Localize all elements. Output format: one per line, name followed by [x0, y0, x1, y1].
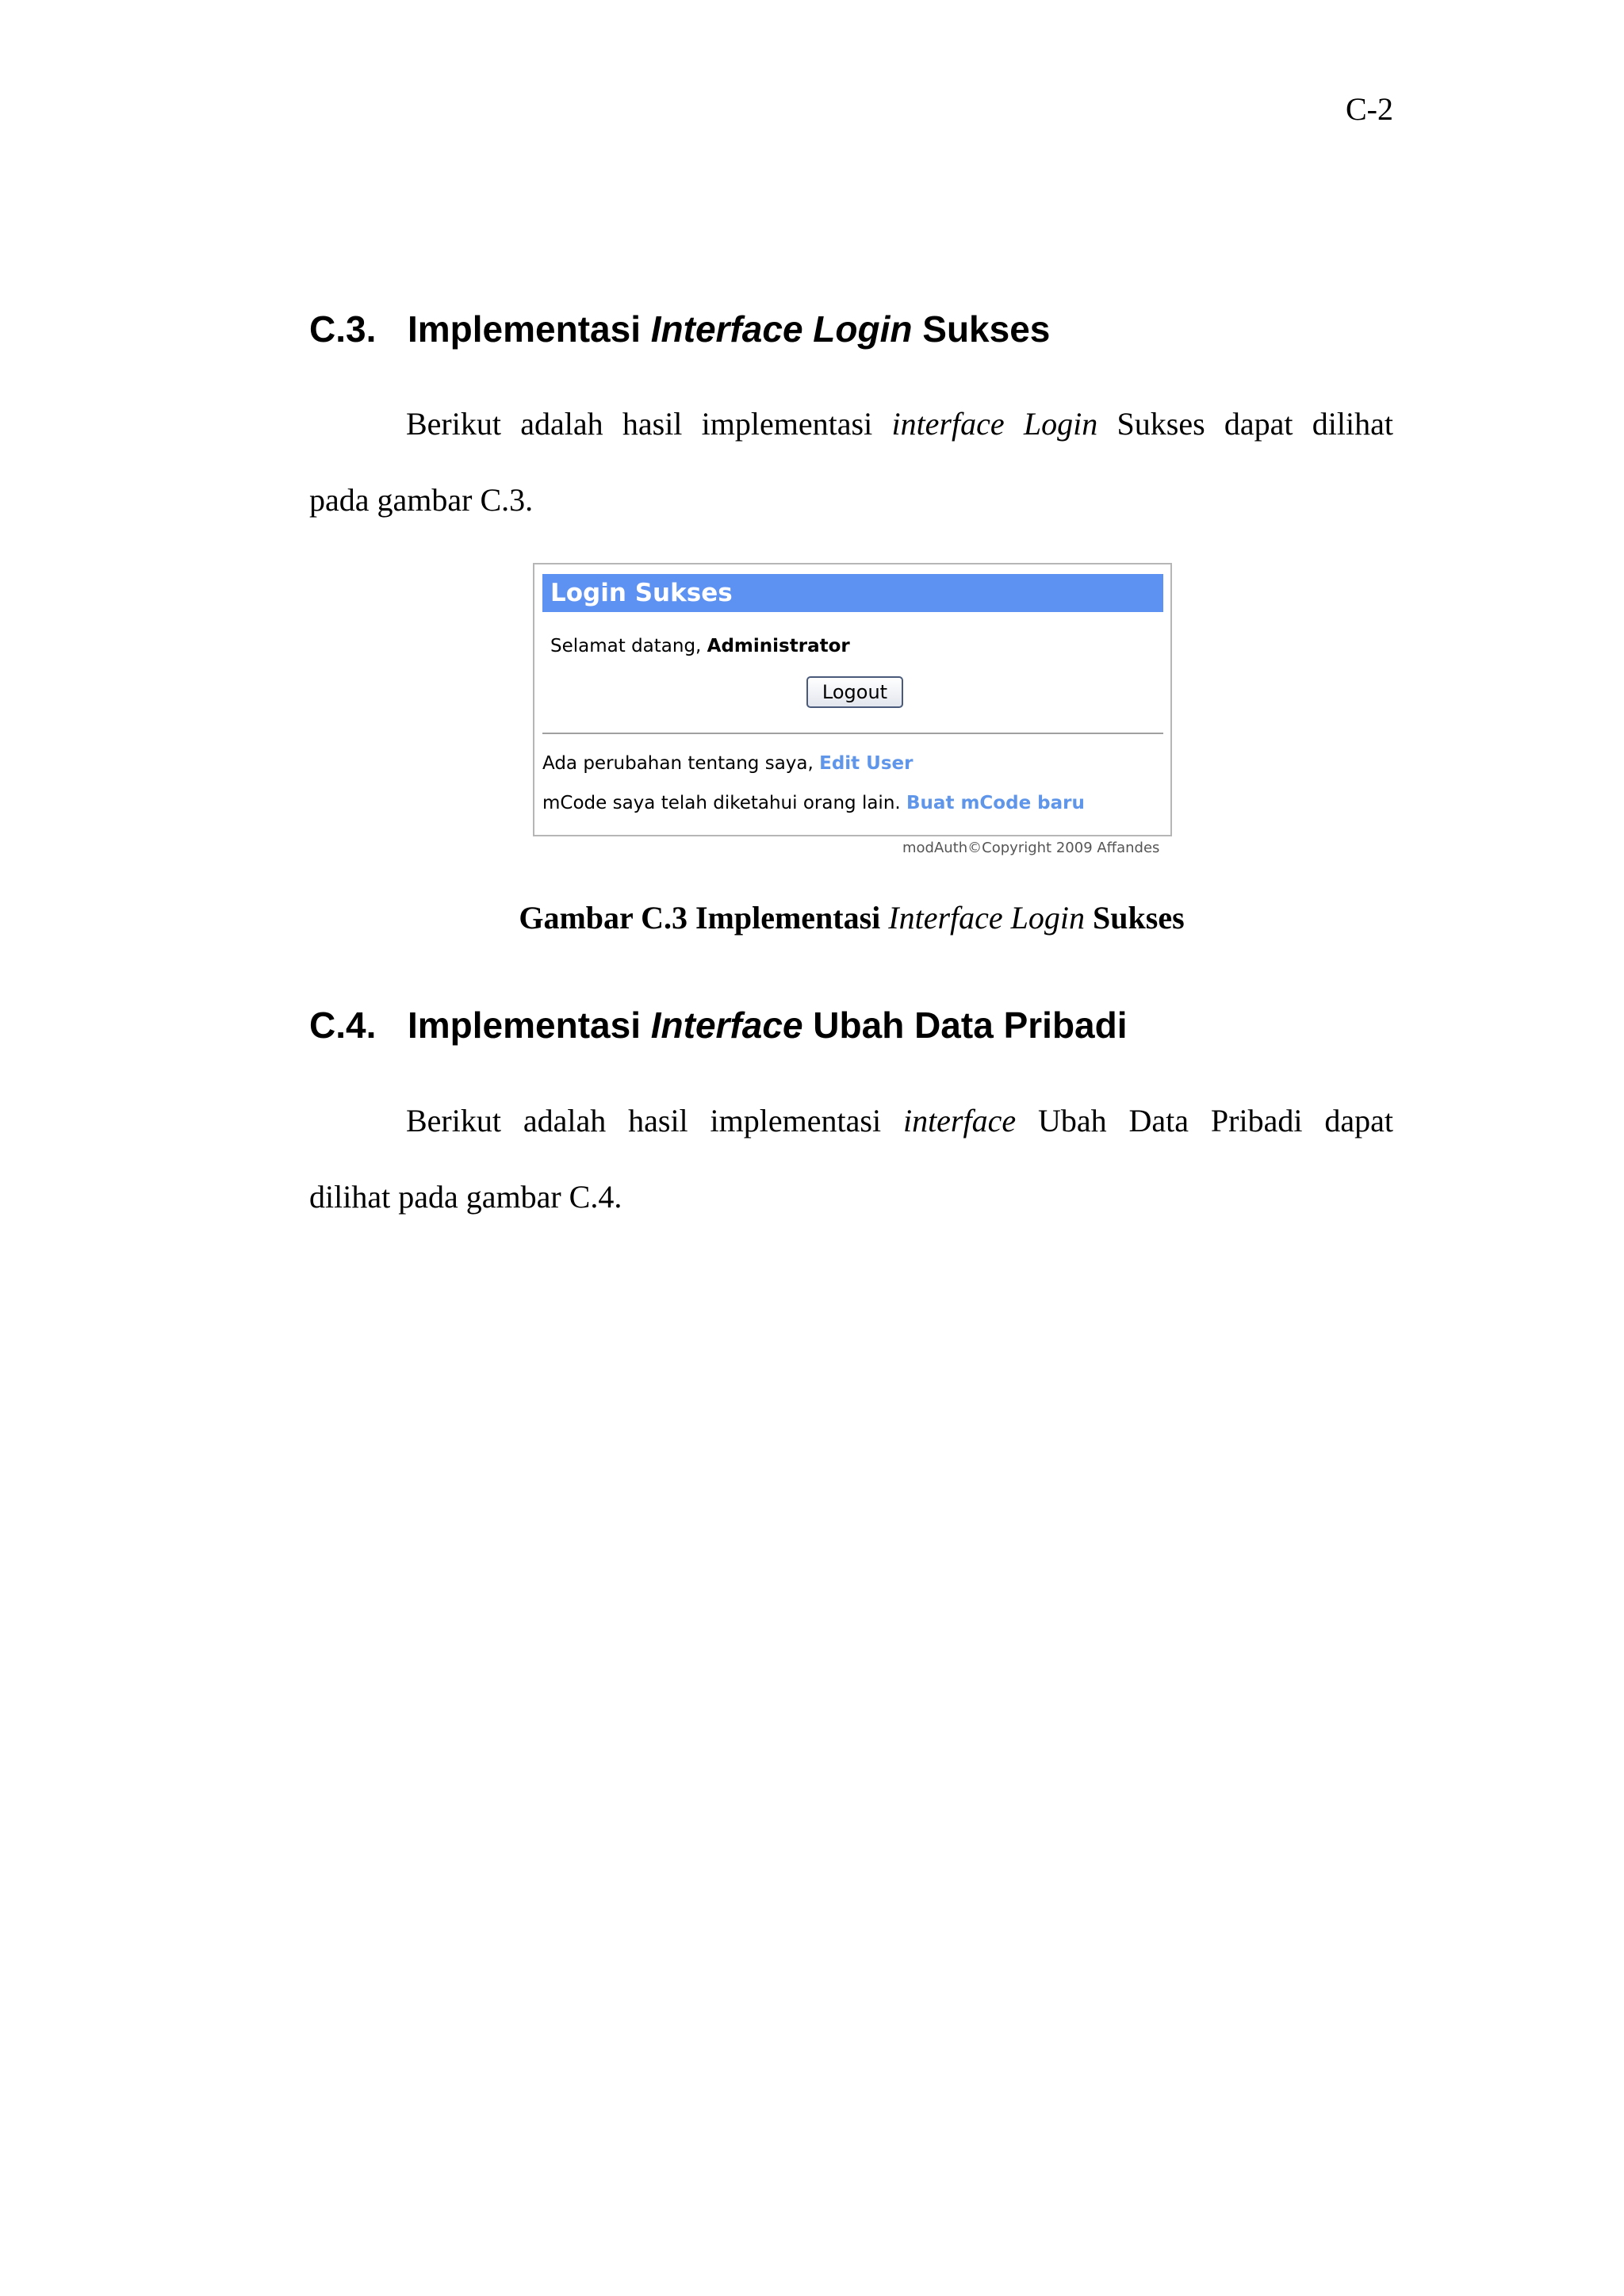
login-success-panel [533, 563, 1172, 836]
page-number: C-2 [1346, 91, 1393, 127]
paragraph-line: dilihat pada gambar C.4. [309, 1179, 622, 1215]
paragraph-line [309, 1105, 1393, 1137]
paragraph-line: pada gambar C.3. [309, 482, 534, 518]
paragraph-c4 [309, 1105, 1393, 1213]
caption-prefix: Gambar C.3 Implementasi [519, 900, 889, 936]
figure-caption [0, 902, 1624, 934]
paragraph-line [309, 408, 1393, 440]
info-text: mCode saya telah diketahui orang lain. [542, 793, 907, 813]
welcome-message [550, 637, 850, 656]
edit-user-link[interactable]: Edit User [819, 753, 914, 774]
panel-title: Login Sukses [542, 574, 1163, 612]
heading-italic: Interface Login [650, 308, 913, 350]
italic-run: interface Login [891, 406, 1098, 442]
new-mcode-link[interactable]: Buat mCode baru [906, 793, 1085, 813]
divider [542, 733, 1163, 734]
welcome-username: Administrator [707, 636, 850, 656]
heading-text: Implementasi [408, 308, 651, 350]
text-run: Berikut adalah hasil implementasi [406, 406, 892, 442]
logout-button[interactable]: Logout [806, 676, 903, 708]
caption-suffix: Sukses [1085, 900, 1185, 936]
caption-italic: Interface Login [888, 900, 1086, 936]
text-run: Berikut adalah hasil implementasi [406, 1103, 903, 1138]
heading-text-end: Sukses [912, 308, 1051, 350]
new-mcode-line [542, 794, 1085, 813]
italic-run: interface [902, 1103, 1017, 1138]
paragraph-c3 [309, 408, 1393, 516]
heading-text-end: Ubah Data Pribadi [802, 1004, 1128, 1046]
text-run: Ubah Data Pribadi dapat [1016, 1103, 1393, 1138]
section-number: C.3. [309, 308, 377, 350]
welcome-prefix: Selamat datang, [550, 636, 707, 656]
heading-text: Implementasi [408, 1004, 651, 1046]
copyright-text: modAuth©Copyright 2009 Affandes [902, 840, 1160, 856]
text-run: Sukses dapat dilihat [1097, 406, 1393, 442]
info-text: Ada perubahan tentang saya, [542, 753, 820, 774]
heading-italic: Interface [650, 1004, 803, 1046]
section-number: C.4. [309, 1004, 377, 1046]
edit-user-line [542, 755, 914, 773]
section-heading-c4 [309, 1004, 1128, 1046]
section-heading-c3 [309, 308, 1051, 350]
